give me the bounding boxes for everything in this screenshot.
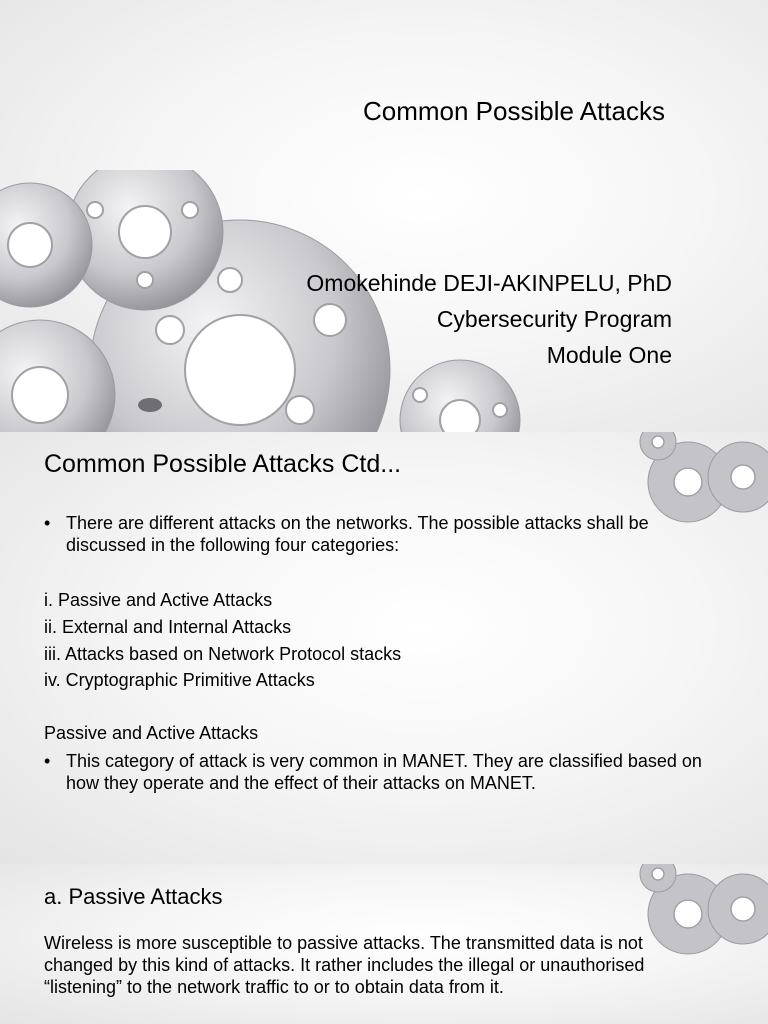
section-heading: Passive and Active Attacks	[44, 723, 259, 743]
gear-cluster-icon	[0, 170, 540, 432]
bullet-icon: •	[44, 513, 51, 533]
section-bullet-text: This category of attack is very common in MANET. They are classified based on how they operate and the effect of their attacks on MANET.	[66, 751, 702, 793]
intro-text: There are different attacks on the networks. The possible attacks shall be discussed in the following four categories:	[66, 513, 649, 555]
category-item: ii. External and Internal Attacks	[44, 617, 292, 637]
category-item: i. Passive and Active Attacks	[44, 590, 273, 610]
passive-attacks-paragraph: Wireless is more susceptible to passive attacks. The transmitted data is not changed by this kind of attacks. It rather includes the illegal or unauthorised “listening” to the network traffic to or to obtain data from it.	[44, 933, 645, 997]
category-item: iii. Attacks based on Network Protocol stacks	[44, 644, 402, 664]
bullet-icon: •	[44, 751, 51, 771]
content-slide-passive	[0, 864, 768, 1024]
title-slide	[0, 0, 768, 432]
category-item: iv. Cryptographic Primitive Attacks	[44, 670, 315, 690]
section-bullet	[44, 750, 724, 794]
module-name: Module One	[546, 342, 672, 368]
program-name: Cybersecurity Program	[436, 306, 672, 332]
intro-bullet	[44, 512, 724, 556]
slide-title: a. Passive Attacks	[44, 884, 223, 909]
slide-title: Common Possible Attacks Ctd...	[44, 450, 402, 478]
presentation-title: Common Possible Attacks	[362, 96, 665, 126]
content-slide-categories	[0, 432, 768, 864]
author-name: Omokehinde DEJI-AKINPELU, PhD	[306, 270, 672, 296]
